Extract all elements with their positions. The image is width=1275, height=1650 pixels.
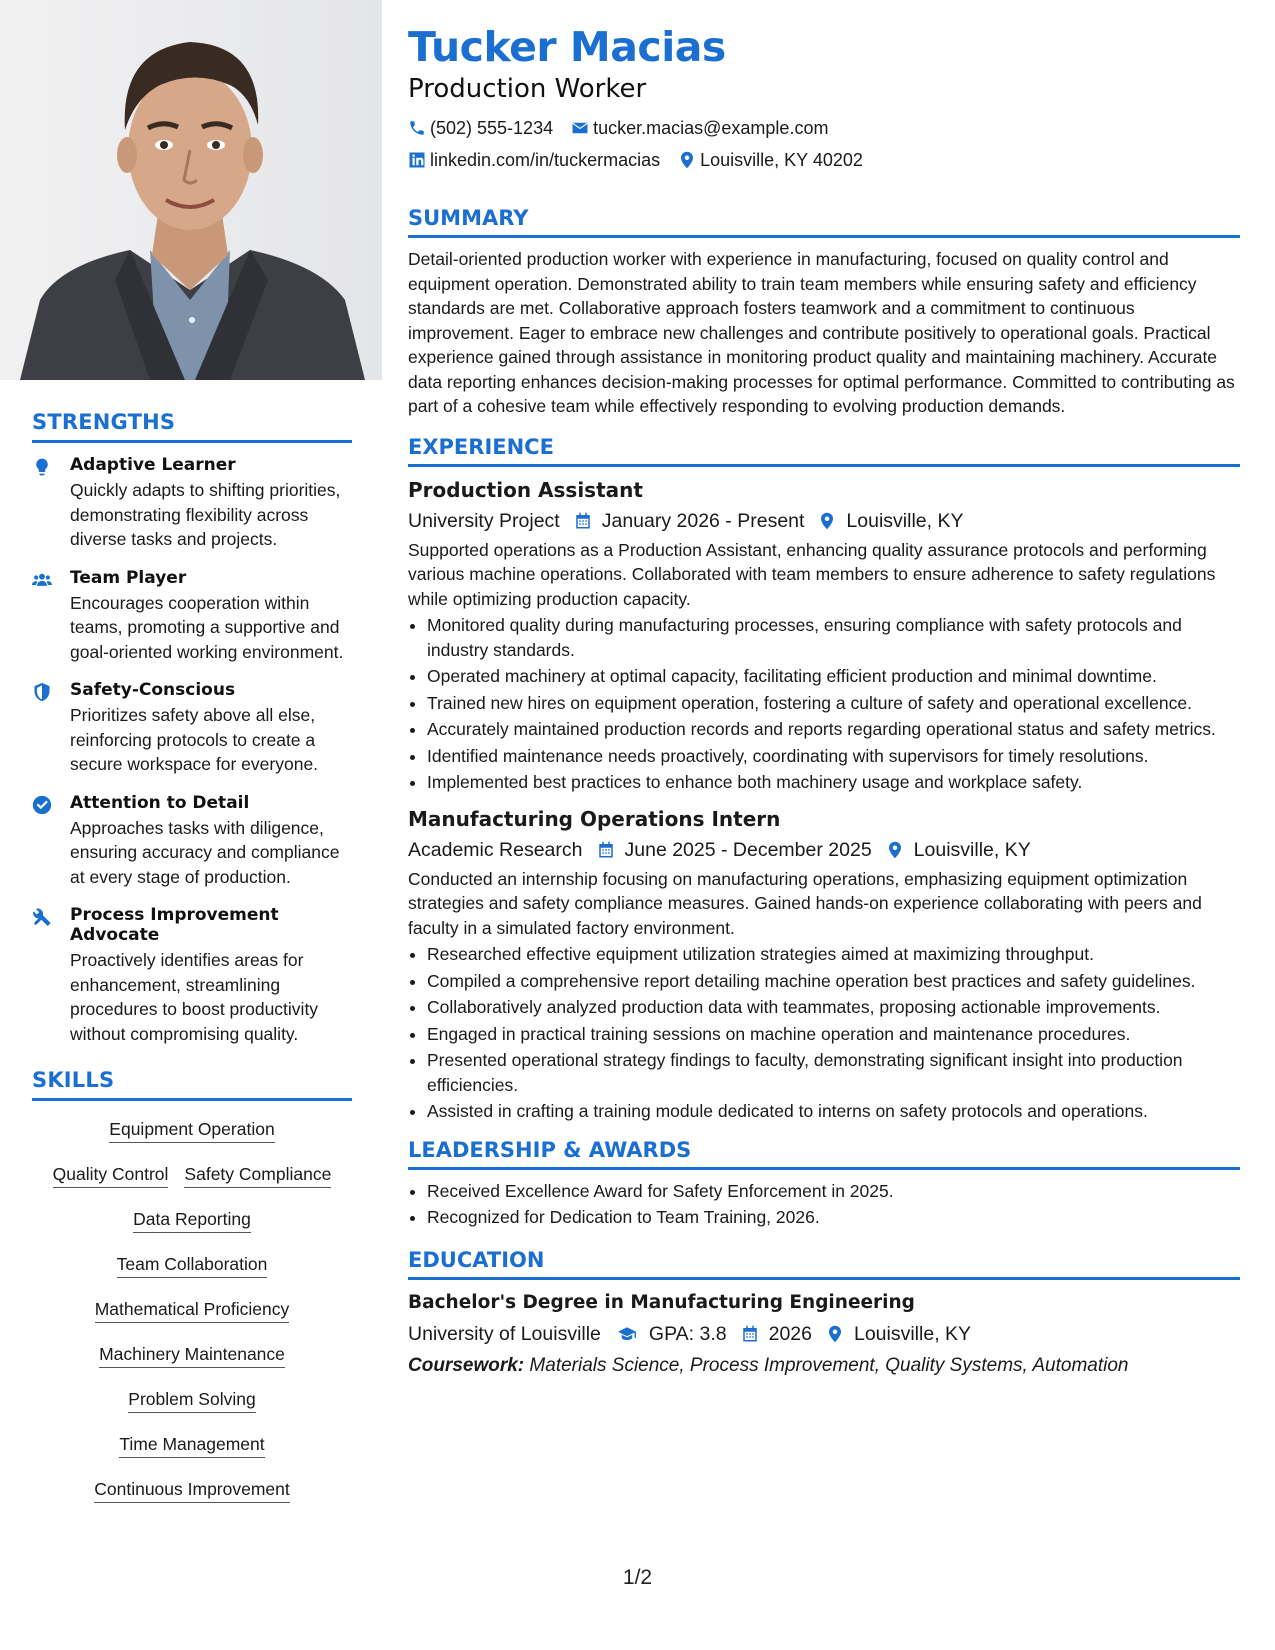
sidebar <box>0 0 382 1650</box>
envelope-icon <box>571 119 589 137</box>
strength-desc: Approaches tasks with diligence, ensuring accuracy and compliance at every stage of production. <box>70 817 340 887</box>
profile-photo <box>0 0 382 380</box>
strength-item <box>32 455 352 552</box>
strength-item <box>32 680 352 777</box>
phone-icon <box>408 119 426 137</box>
email-text: tucker.macias@example.com <box>593 118 829 138</box>
skill-tag: Data Reporting <box>133 1209 251 1233</box>
list-item: • Recognized for Dedication to Team Training, 2026. <box>427 1205 1240 1230</box>
gpa-wrap <box>615 1317 727 1351</box>
job-description: Supported operations as a Production Assistant, enhancing quality assurance protocols and performing various machine operations. Collaborated with team members to ensure adherence to safety regulations while optimizing production capacity. <box>408 539 1216 609</box>
users-icon <box>32 570 52 590</box>
list-item: • Implemented best practices to enhance both machinery usage and workplace safety. <box>427 770 1240 795</box>
location-text: Louisville, KY 40202 <box>700 150 863 170</box>
shield-icon <box>32 682 52 702</box>
phone-text: (502) 555-1234 <box>430 118 554 138</box>
check-circle-icon <box>32 795 52 815</box>
job-location-wrap <box>818 504 963 538</box>
skill-tag: Mathematical Proficiency <box>95 1299 290 1323</box>
list-item: • Received Excellence Award for Safety Enforcement in 2025. <box>427 1179 1240 1204</box>
list-item: • Monitored quality during manufacturing processes, ensuring compliance with safety protocols and industry standards. <box>427 613 1240 662</box>
list-item: • Assisted in crafting a training module dedicated to interns on safety protocols and operations. <box>427 1099 1240 1124</box>
job-entry <box>408 476 1240 795</box>
grad-year: 2026 <box>768 1322 812 1345</box>
tools-icon <box>32 907 52 927</box>
strength-title: Process Improvement Advocate <box>70 905 279 945</box>
strength-desc: Quickly adapts to shifting priorities, demonstrating flexibility across diverse tasks and projects. <box>70 480 341 549</box>
contact-phone[interactable] <box>408 112 553 144</box>
education-meta <box>408 1317 1240 1351</box>
skill-tag: Problem Solving <box>128 1389 255 1413</box>
job-description: Conducted an internship focusing on manufacturing operations, emphasizing equipment optimization strategies and safety compliance measures. Gained hands-on experience collaborating with peers and faculty in a simulated factory environment. <box>408 868 1202 938</box>
skill-tag: Safety Compliance <box>184 1164 331 1188</box>
summary-text: Detail-oriented production worker with experience in manufacturing, focused on quality control and equipment operation. Demonstrated ability to train team members while ensuring safety and efficiency standards are met. Collaborative approach fosters teamwork and a commitment to continuous improvement. Eager to embrace new challenges and contribute positively to operational goals. Practical experience gained through assistance in monitoring product quality and maintaining machinery. Accurate data reporting enhances decision-making processes for optimal performance. Committed to contributing as part of a cohesive team while effectively responding to evolving production demands. <box>408 249 1235 416</box>
job-bullets <box>408 613 1240 795</box>
map-pin-icon <box>886 841 904 859</box>
list-item: • Accurately maintained production records and reports regarding operational status and safety metrics. <box>427 717 1240 742</box>
skill-tag: Team Collaboration <box>117 1254 268 1278</box>
contact-row <box>408 112 1240 144</box>
skill-tag: Quality Control <box>53 1164 169 1188</box>
candidate-name: Tucker Macias <box>408 23 726 71</box>
map-pin-icon <box>678 151 696 169</box>
job-location: Louisville, KY <box>913 838 1031 861</box>
strength-title: Team Player <box>70 567 187 588</box>
list-item: • Collaboratively analyzed production data with teammates, proposing actionable improvements. <box>427 995 1240 1020</box>
job-bullets <box>408 942 1240 1124</box>
list-item: • Trained new hires on equipment operation, fostering a culture of safety and operational excellence. <box>427 691 1240 716</box>
calendar-icon <box>574 512 592 530</box>
skill-tag: Time Management <box>119 1434 264 1458</box>
strength-item <box>32 568 352 665</box>
page-number: 1/2 <box>622 1566 653 1589</box>
strength-title: Attention to Detail <box>70 792 250 813</box>
candidate-role: Production Worker <box>408 74 647 104</box>
list-item: • Presented operational strategy findings to faculty, demonstrating significant insight into production efficiencies. <box>427 1048 1240 1097</box>
list-item: • Operated machinery at optimal capacity, facilitating efficient production and minimal downtime. <box>427 664 1240 689</box>
coursework-list: Materials Science, Process Improvement, Quality Systems, Automation <box>529 1354 1129 1376</box>
strength-item <box>32 905 352 1046</box>
strengths-heading: STRENGTHS <box>32 410 352 443</box>
experience-heading: EXPERIENCE <box>408 435 1240 467</box>
job-dates-wrap <box>597 833 872 867</box>
main-column <box>408 22 1240 1381</box>
list-item: • Researched effective equipment utilization strategies aimed at maximizing throughput. <box>427 942 1240 967</box>
summary-heading: SUMMARY <box>408 206 1240 238</box>
contact-location <box>678 144 863 176</box>
list-item: • Engaged in practical training sessions on machine operation and maintenance procedures. <box>427 1022 1240 1047</box>
list-item: • Identified maintenance needs proactively, coordinating with supervisors for timely resolutions. <box>427 744 1240 769</box>
gpa-text: GPA: 3.8 <box>648 1322 727 1345</box>
strength-item <box>32 793 352 890</box>
job-dates: January 2026 - Present <box>601 509 805 532</box>
coursework <box>408 1351 1240 1381</box>
edu-location: Louisville, KY <box>853 1322 972 1345</box>
strength-desc: Proactively identifies areas for enhancement, streamlining procedures to boost productivity without compromising quality. <box>70 950 319 1044</box>
skill-tag: Equipment Operation <box>109 1119 274 1143</box>
job-location-wrap <box>886 833 1031 867</box>
job-org: Academic Research <box>408 838 583 861</box>
linkedin-icon <box>408 151 426 169</box>
degree-title: Bachelor's Degree in Manufacturing Engineering <box>408 1291 915 1313</box>
job-meta <box>408 833 1240 867</box>
list-item: • Compiled a comprehensive report detailing machine operation best practices and safety guidelines. <box>427 969 1240 994</box>
calendar-icon <box>741 1325 759 1343</box>
leadership-list <box>408 1179 1240 1230</box>
job-title: Manufacturing Operations Intern <box>408 806 781 831</box>
skill-tag: Machinery Maintenance <box>99 1344 285 1368</box>
leadership-heading: LEADERSHIP & AWARDS <box>408 1138 1240 1170</box>
calendar-icon <box>597 841 615 859</box>
job-title: Production Assistant <box>408 477 643 502</box>
contact-row-2 <box>408 144 1240 176</box>
strength-desc: Encourages cooperation within teams, promoting a supportive and goal-oriented working environment. <box>70 592 344 662</box>
strength-title: Safety-Conscious <box>70 680 236 700</box>
school-name: University of Louisville <box>408 1322 601 1345</box>
contact-email[interactable] <box>571 112 828 144</box>
sidebar-content <box>32 410 352 1518</box>
map-pin-icon <box>826 1325 844 1343</box>
job-entry <box>408 805 1240 1124</box>
coursework-label: Coursework: <box>408 1354 525 1376</box>
job-meta <box>408 504 1240 538</box>
year-wrap <box>741 1317 812 1351</box>
strength-desc: Prioritizes safety above all else, reinforcing protocols to create a secure workspace for everyone. <box>70 705 319 774</box>
skills-list <box>32 1113 352 1518</box>
lightbulb-icon <box>32 457 52 477</box>
skills-heading: SKILLS <box>32 1068 352 1101</box>
job-org: University Project <box>408 509 560 532</box>
skill-tag: Continuous Improvement <box>94 1479 290 1503</box>
linkedin-text: linkedin.com/in/tuckermacias <box>430 150 661 170</box>
edu-location-wrap <box>826 1317 971 1351</box>
map-pin-icon <box>818 512 836 530</box>
job-location: Louisville, KY <box>846 509 964 532</box>
graduation-cap-icon <box>615 1325 639 1343</box>
education-heading: EDUCATION <box>408 1248 1240 1280</box>
strength-title: Adaptive Learner <box>70 455 236 475</box>
job-dates-wrap <box>574 504 805 538</box>
job-dates: June 2025 - December 2025 <box>624 838 872 861</box>
contact-linkedin[interactable] <box>408 144 660 176</box>
